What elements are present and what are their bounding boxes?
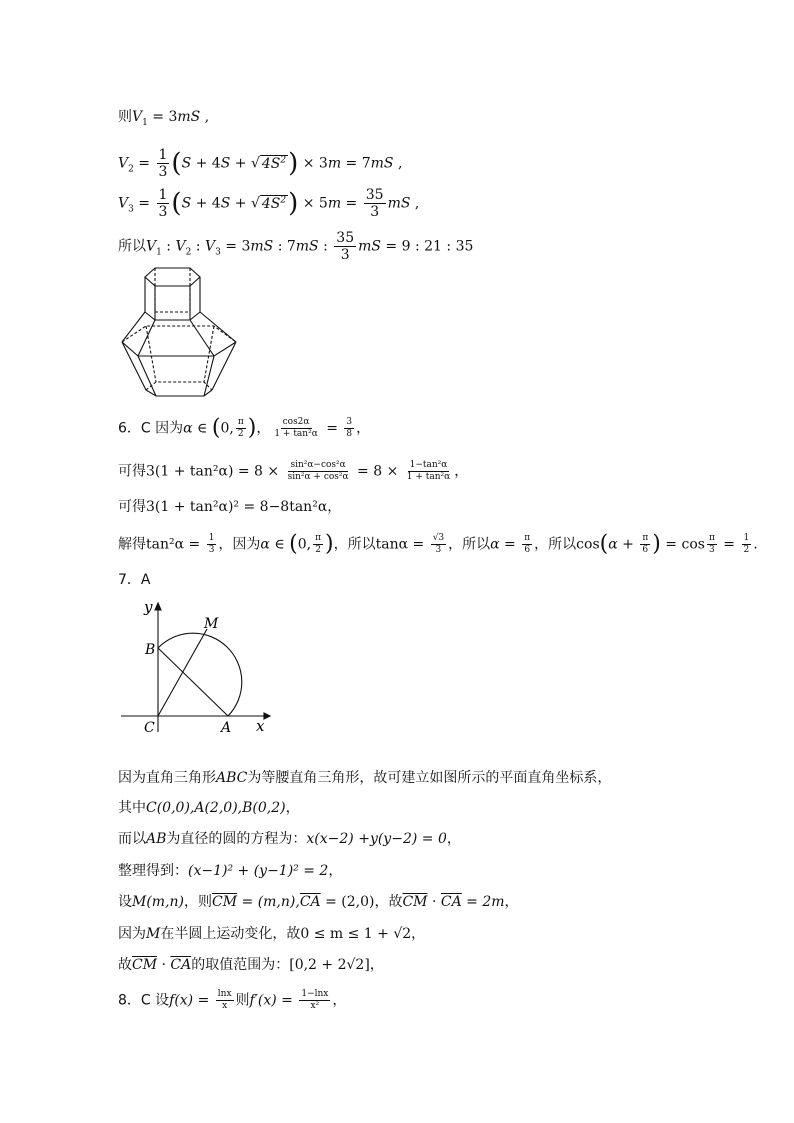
text: 则 [118, 109, 132, 125]
text: tan²α = [146, 536, 205, 553]
text: . [753, 536, 758, 553]
text: 3(1 + tan²α) = 8 × [146, 463, 284, 480]
text: M(m,n) [132, 894, 185, 910]
line-q7-1 [118, 768, 611, 788]
text: ，所以 [448, 536, 491, 553]
axis-label-x: x [256, 717, 265, 735]
solid-figure [118, 262, 240, 402]
text: × 5 [298, 195, 328, 212]
text: 的取值范围为： [191, 957, 290, 973]
text: , [393, 155, 403, 172]
text: 则 [235, 992, 250, 1009]
line-q7 [118, 570, 150, 590]
var: V [204, 238, 216, 255]
line-q7-3 [118, 829, 461, 849]
text: 6．C 因为 [118, 420, 184, 437]
sub: 2 [128, 164, 134, 175]
line-q8 [118, 990, 346, 1011]
text: = [321, 420, 343, 437]
fraction: $\frac{35}{3}$ [336, 230, 355, 263]
text: + 4 [191, 195, 221, 212]
fraction: $\frac{35}{3}$ [365, 187, 384, 220]
text: ， [411, 926, 426, 942]
line-q7-6 [118, 924, 425, 944]
sqrt-sign: √ [250, 195, 260, 212]
text: tanα = [375, 536, 429, 553]
sub: 1 [142, 117, 148, 128]
var: V [146, 238, 157, 255]
text: = 2m [461, 894, 505, 910]
text: ，则 [184, 894, 213, 910]
var: V [132, 109, 143, 125]
text: 故 [118, 957, 132, 973]
text: 0 ≤ m ≤ 1 + √2 [300, 926, 412, 942]
var: mS [387, 195, 411, 212]
text: α + [608, 536, 639, 553]
text: cos [576, 536, 600, 553]
var: V [118, 195, 129, 212]
vector: $\overline{CM}$ [402, 894, 428, 910]
text: = 3 [220, 238, 251, 255]
text: 整理得到： [118, 863, 188, 879]
line-ratio [118, 231, 473, 262]
var: mS [358, 238, 381, 255]
text: ， [328, 863, 343, 879]
text: ， [369, 957, 384, 973]
text: + 4 [191, 155, 221, 172]
var: S [181, 195, 192, 212]
sub: 2 [185, 247, 192, 258]
text: (x−1)² + (y−1)² = 2 [188, 863, 329, 879]
text: 而以 [118, 831, 146, 847]
line-v3: $V_3$ = $\frac{1}{3}$ (S + 4S + √ $4S^2) \times 5m$ = $\frac{35}{3}$ mS , [118, 187, 420, 220]
var: V [175, 238, 186, 255]
fraction: $\frac{3}{8}$ [346, 417, 353, 439]
fraction: $\frac{\pi}{2}$ [237, 417, 244, 439]
text: 可得 [118, 499, 146, 515]
text: · [427, 894, 441, 910]
fraction: $\frac{√3}{3}$ [432, 533, 445, 555]
line-q7-7 [118, 955, 384, 975]
text: + [230, 195, 251, 212]
text: 7．A [118, 572, 151, 588]
text: = 9 : 21 : 35 [380, 238, 474, 255]
vector: $\overline{CM}$ [132, 957, 158, 973]
text: = [341, 195, 362, 212]
text: 0, [220, 420, 234, 437]
text: 因为 [118, 926, 146, 942]
line-q7-5 [118, 892, 519, 912]
point-label-m: M [204, 616, 219, 632]
text: α ∈ [183, 420, 212, 437]
text: C(0,0),A(2,0),B(0,2) [146, 800, 286, 816]
vector: $\overline{CA}$ [299, 894, 321, 910]
line-v2: $V_2$ = $\frac{1}{3}$ (S + 4S + √ $4S^2) \times 3m = 7mS$ , [118, 147, 403, 180]
text: ， [454, 463, 469, 480]
line-q6-step2 [118, 497, 341, 517]
text: ABC [216, 770, 248, 786]
text: = [718, 536, 740, 553]
text: : [318, 238, 333, 255]
point-label-c: C [144, 720, 155, 736]
var: S [181, 155, 192, 172]
var: S [220, 155, 231, 172]
fraction: $\frac{\text{sin²α−cos²α}}{\text{sin²α + cos²α}}$ [287, 460, 349, 482]
radicand: $4S^2$ [261, 154, 287, 172]
text: ，因为 [218, 536, 261, 553]
var: mS [250, 238, 274, 255]
text: ， [285, 800, 300, 816]
line-v1 [118, 107, 209, 133]
text: = 3 [147, 109, 178, 125]
fraction: $\frac{\ln x}{x}$ [217, 989, 232, 1011]
fraction: $\frac{\pi}{6}$ [524, 533, 531, 555]
text: , [200, 109, 210, 125]
text: ， [256, 420, 271, 437]
text: 解得 [118, 536, 146, 553]
sub: 3 [128, 204, 134, 215]
radicand: $4S^2$ [261, 194, 287, 212]
text: 0, [297, 536, 312, 553]
var: V [118, 155, 129, 172]
text: : 7 [273, 238, 296, 255]
text: 因为直角三角形 [118, 770, 216, 786]
text: M [146, 926, 161, 942]
text: 为直径的圆的方程为： [166, 831, 307, 847]
line-q7-2 [118, 798, 300, 818]
fraction: $\frac{1}{3}$ [158, 187, 168, 220]
var: m [327, 195, 342, 212]
text: ， [356, 420, 371, 437]
text: ， [327, 499, 342, 515]
text: 3(1 + tan²α)² = 8−8tan²α [146, 499, 328, 515]
text: 其中 [118, 800, 146, 816]
text: 8．C 设 [118, 992, 170, 1009]
point-label-b: B [145, 642, 156, 658]
text: ，故 [374, 894, 403, 910]
fraction: $\frac{\cos 2\alpha}{\text{1 + tan²α}}$ [274, 417, 318, 439]
text: α = [490, 536, 521, 553]
fraction: $\frac{\text{1−tan²α}}{\text{1 + tan²α}}$ [406, 460, 451, 482]
line-q6: 6．C 因为α ∈ (0, $\frac{\pi}{2}$ )， $\frac{\cos 2\alpha}{\text{1 + tan²α}}$ = $\frac{3}{8}$ ， [118, 415, 371, 441]
sub: 3 [215, 247, 221, 258]
var: S [220, 195, 231, 212]
text: + [230, 155, 251, 172]
fraction: $\frac{1}{3}$ [208, 533, 215, 555]
text: x(x−2) +y(y−2) = 0 [306, 831, 447, 847]
text: α ∈ [260, 536, 290, 553]
text: 设 [118, 894, 132, 910]
text: = [133, 195, 155, 212]
text: ， [446, 831, 461, 847]
vector: $\overline{CA}$ [170, 957, 192, 973]
text: f′(x) = [249, 992, 298, 1009]
text: = (2,0) [320, 894, 375, 910]
line-q7-4 [118, 861, 342, 881]
fraction: $\frac{\pi}{2}$ [315, 533, 322, 555]
text: ， [332, 992, 347, 1009]
var: mS [370, 155, 394, 172]
text: [0,2 + 2√2] [289, 957, 370, 973]
text: · [157, 957, 171, 973]
text: : [161, 238, 176, 255]
text: 所以 [118, 238, 146, 255]
vector: $\overline{CA}$ [440, 894, 462, 910]
text: = 7 [341, 155, 371, 172]
text: ， [504, 894, 519, 910]
var: mS [177, 109, 201, 125]
line-q6-step1 [118, 461, 468, 482]
text: = 8 × [352, 463, 403, 480]
fraction: $\frac{\pi}{3}$ [708, 533, 715, 555]
vector: $\overline{CM}$ [212, 894, 238, 910]
text: 可得 [118, 463, 146, 480]
text: = [133, 155, 155, 172]
line-q6-step3: 解得tan²α = $\frac{1}{3}$ ，因为α ∈ (0, $\frac{\pi}{2}$ )，所以tanα = $\frac{√3}{3}$ ，所以α = $\frac{\pi}{6}$ ，所以cos(α + $\frac{\pi}{6}$ ) = cos $\frac{\pi}{3}$ = $\frac{1}{2}$ . [118, 531, 758, 557]
axis-label-y: y [144, 598, 153, 616]
var: mS [295, 238, 319, 255]
fraction: $\frac{\pi}{6}$ [642, 533, 649, 555]
text: = cos [660, 536, 705, 553]
point-label-a: A [221, 720, 232, 736]
sqrt-sign: √ [250, 155, 260, 172]
text: 为等腰直角三角形，故可建立如图所示的平面直角坐标系， [247, 770, 612, 786]
sub: 1 [156, 247, 162, 258]
fraction: $\frac{1}{3}$ [158, 147, 168, 180]
text: ，所以 [534, 536, 577, 553]
fraction: $\frac{1}{2}$ [743, 533, 750, 555]
text: × 3 [298, 155, 328, 172]
text: f(x) = [169, 992, 214, 1009]
var: m [327, 155, 342, 172]
fraction: $\frac{1-\ln x}{\text{x²}}$ [301, 989, 329, 1011]
text: = (m,n), [237, 894, 300, 910]
text: AB [146, 831, 167, 847]
text: 在半圆上运动变化，故 [160, 926, 301, 942]
text: , [410, 195, 420, 212]
text: : [191, 238, 205, 255]
coordinate-figure [118, 598, 278, 738]
text: ，所以 [333, 536, 376, 553]
